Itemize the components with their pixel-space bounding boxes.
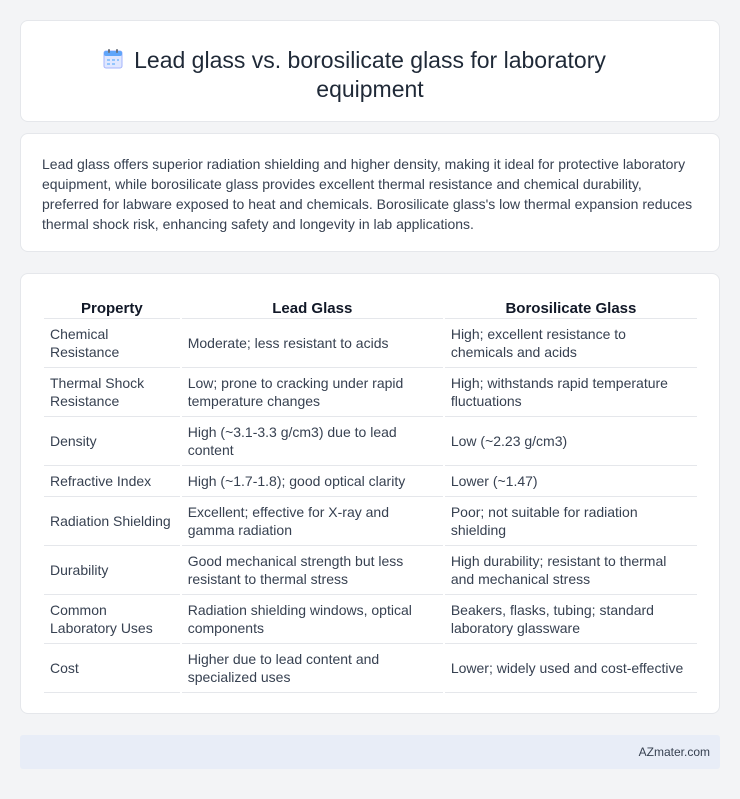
- page-title: Lead glass vs. borosilicate glass for laboratory equipment: [134, 47, 606, 102]
- header-borosilicate-glass: Borosilicate Glass: [445, 294, 697, 319]
- table-cell-property: Radiation Shielding: [44, 497, 180, 546]
- header-property: Property: [44, 294, 180, 319]
- footer-bar: [20, 735, 720, 769]
- table-cell-lead: Moderate; less resistant to acids: [182, 319, 443, 368]
- comparison-table: [42, 294, 699, 693]
- header-lead-glass: Lead Glass: [182, 294, 443, 319]
- table-cell-property: Cost: [44, 644, 180, 693]
- table-row: [44, 417, 697, 466]
- table-cell-lead: High (~3.1-3.3 g/cm3) due to lead content: [182, 417, 443, 466]
- table-cell-property: Durability: [44, 546, 180, 595]
- table-cell-lead: High (~1.7-1.8); good optical clarity: [182, 466, 443, 497]
- table-cell-property: Density: [44, 417, 180, 466]
- table-row: [44, 466, 697, 497]
- table-cell-property: Thermal Shock Resistance: [44, 368, 180, 417]
- table-row: [44, 595, 697, 644]
- table-row: [44, 319, 697, 368]
- footer-brand: AZmater.com: [638, 745, 710, 759]
- table-row: [44, 644, 697, 693]
- table-row: [44, 368, 697, 417]
- table-cell-borosilicate: Poor; not suitable for radiation shielding: [445, 497, 697, 546]
- table-cell-borosilicate: High; excellent resistance to chemicals and acids: [445, 319, 697, 368]
- table-cell-lead: Good mechanical strength but less resistant to thermal stress: [182, 546, 443, 595]
- title-card: [20, 20, 720, 122]
- table-cell-property: Common Laboratory Uses: [44, 595, 180, 644]
- summary-paragraph: Lead glass offers superior radiation shielding and higher density, making it ideal for protective laboratory equipment, while borosilicate glass provides excellent thermal resistance and chemical durability, preferred for labware exposed to heat and chemicals. Borosilicate glass's low thermal expansion reduces thermal shock risk, enhancing safety and longevity in lab applications.: [42, 156, 693, 232]
- table-cell-lead: Low; prone to cracking under rapid temperature changes: [182, 368, 443, 417]
- table-cell-lead: Higher due to lead content and specialized uses: [182, 644, 443, 693]
- table-cell-property: Refractive Index: [44, 466, 180, 497]
- table-cell-borosilicate: Lower; widely used and cost-effective: [445, 644, 697, 693]
- table-cell-borosilicate: High; withstands rapid temperature fluctuations: [445, 368, 697, 417]
- table-cell-property: Chemical Resistance: [44, 319, 180, 368]
- table-cell-borosilicate: Lower (~1.47): [445, 466, 697, 497]
- table-cell-borosilicate: High durability; resistant to thermal and mechanical stress: [445, 546, 697, 595]
- table-header-row: [44, 294, 697, 319]
- table-cell-borosilicate: Beakers, flasks, tubing; standard laboratory glassware: [445, 595, 697, 644]
- table-cell-borosilicate: Low (~2.23 g/cm3): [445, 417, 697, 466]
- summary-card: [20, 133, 720, 252]
- table-cell-lead: Radiation shielding windows, optical components: [182, 595, 443, 644]
- table-row: [44, 546, 697, 595]
- comparison-card: [20, 273, 720, 714]
- table-row: [44, 497, 697, 546]
- table-cell-lead: Excellent; effective for X-ray and gamma radiation: [182, 497, 443, 546]
